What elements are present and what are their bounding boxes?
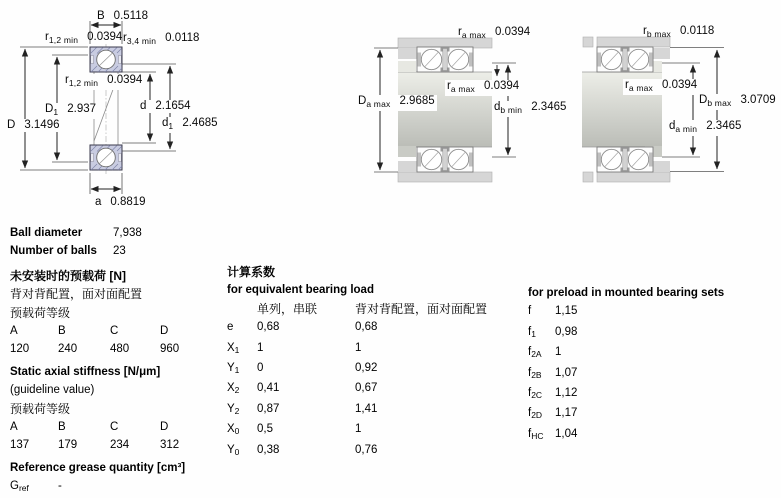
factor-row-f2B	[528, 364, 778, 384]
bearing-pair-bottom	[597, 147, 653, 172]
dim-label-Db-max: $D_{b max}$ 3.0709	[699, 94, 776, 108]
factor-row-f2D	[528, 404, 778, 424]
grade-value: 137	[10, 439, 30, 452]
grade-header: C	[110, 421, 119, 434]
factor-value: 0,68	[257, 321, 280, 334]
spec-label: Ball diameter	[10, 227, 83, 239]
dim-label-rb-max: $r_{b max}$ 0.0118	[643, 25, 715, 39]
dim-label-r12-min-top: $r_{1,2 min}$ 0.0394	[45, 31, 123, 45]
dim-label-da-min: $d_{a min}$ 2.3465	[669, 120, 742, 134]
factor-row-X2	[227, 379, 523, 399]
left-spec-column	[10, 224, 226, 498]
section-title-stiffness: Static axial stiffness [N/μm]	[10, 365, 161, 378]
factors-title: 计算系数	[227, 265, 276, 279]
factor-value: 1,12	[555, 387, 578, 400]
factor-value: 1,15	[555, 305, 578, 318]
dim-label-db-min: $d_{b min}$ 2.3465	[494, 101, 567, 115]
factor-symbol: $f_{2C}$	[528, 387, 543, 401]
grease-value: -	[58, 480, 62, 493]
factor-symbol: e	[227, 321, 234, 334]
stiffness-values	[10, 436, 226, 454]
factor-symbol: $f_1$	[528, 325, 536, 339]
grade-value: 312	[160, 439, 180, 452]
dim-label-B	[97, 10, 148, 23]
bearing-section-bottom	[90, 145, 122, 170]
dim-value: 0.5118	[113, 10, 148, 22]
spec-label: Number of balls	[10, 245, 97, 258]
grade-value: 234	[110, 439, 130, 452]
housing-bar-bottom	[398, 172, 492, 182]
preload-factors-heading: for preload in mounted bearing sets	[528, 287, 725, 299]
grade-value: 179	[58, 439, 78, 452]
dim-label-D1: $D_1$ 2.937	[45, 103, 97, 117]
factor-row-f	[528, 302, 778, 322]
grade-header: D	[160, 421, 169, 434]
factor-value: 0,5	[257, 423, 273, 436]
factor-row-Y1	[227, 359, 523, 379]
dim-label-Da-max: $D_{a max}$ 2.9685	[358, 95, 435, 109]
grade-header: A	[10, 421, 18, 434]
factor-row-X1	[227, 339, 523, 359]
factor-symbol: $Y_0$	[227, 443, 240, 457]
factor-value: 1,41	[355, 402, 378, 415]
stiffness-grade-headers	[10, 418, 226, 436]
factor-value: 1,07	[555, 366, 578, 379]
factor-value: 1	[555, 346, 562, 359]
section-title-grease: Reference grease quantity [cm³]	[10, 461, 186, 474]
duplex-bearing-mounting-diagram-right	[582, 25, 781, 197]
factor-value: 1	[257, 341, 264, 354]
preload-grade-headers	[10, 322, 226, 340]
factor-column-headers	[227, 300, 523, 318]
factor-symbol: $Y_2$	[227, 402, 240, 416]
spec-value: 23	[113, 245, 126, 258]
grade-header: B	[58, 421, 66, 434]
factor-symbol: $X_0$	[227, 423, 240, 437]
factor-row-Y0	[227, 441, 523, 461]
stiffness-note: (guideline value)	[10, 384, 95, 397]
dim-label-D: D 3.1496	[7, 119, 60, 131]
equivalent-load-heading: for equivalent bearing load	[227, 284, 374, 297]
housing-bar-bottom	[597, 172, 670, 182]
grease-row	[10, 477, 226, 497]
bearing-pair-top	[597, 47, 653, 72]
section-title-preload-unmounted: 未安装时的预载荷 [N]	[10, 268, 126, 283]
factor-value: 0,76	[355, 443, 378, 456]
preload-values	[10, 340, 226, 358]
dim-label-a: a 0.8819	[95, 196, 146, 208]
grade-header: D	[160, 325, 169, 338]
bearing-pair-bottom	[417, 147, 473, 172]
spec-row-ball-diameter	[10, 224, 226, 242]
grade-value: 480	[110, 343, 130, 356]
factor-row-X0	[227, 420, 523, 440]
factor-symbol: $Y_1$	[227, 362, 240, 376]
factor-row-f2C	[528, 384, 778, 404]
dim-symbol: B	[97, 10, 105, 22]
factor-value: 0,87	[257, 402, 280, 415]
factor-value: 0,68	[355, 321, 378, 334]
equivalent-load-factors-column	[227, 263, 523, 461]
factor-row-fHC	[528, 425, 778, 445]
grade-header: B	[58, 325, 66, 338]
factor-value: 0	[257, 362, 264, 375]
col-header-single-tandem: 单列，串联	[257, 301, 318, 316]
factor-row-f1	[528, 323, 778, 343]
dim-label-ra-max-mid-left: $r_{a max}$ 0.0394	[447, 80, 520, 94]
grade-value: 960	[160, 343, 180, 356]
factor-row-e	[227, 318, 523, 338]
grade-header: A	[10, 325, 18, 338]
factor-row-Y2	[227, 400, 523, 420]
spacer	[227, 300, 257, 318]
preload-arrangement-note: 背对背配置，面对面配置	[10, 287, 143, 302]
factor-value: 0,98	[555, 325, 578, 338]
spec-value: 7,938	[113, 227, 142, 239]
factor-symbol: $f_{2B}$	[528, 366, 542, 380]
bearing-section-top	[90, 47, 122, 72]
factor-symbol: $X_1$	[227, 341, 240, 355]
factor-symbol: $f_{HC}$	[528, 427, 544, 441]
grease-symbol: $G_{ref}$	[10, 480, 29, 494]
dim-label-ra-max-mid-right: $r_{a max}$ 0.0394	[625, 79, 698, 93]
stiffness-grade-label: 预载荷等级	[10, 401, 71, 416]
factor-symbol: f	[528, 305, 532, 318]
factor-symbol: $X_2$	[227, 382, 240, 396]
dim-label-ra-max-top-left: $r_{a max}$ 0.0394	[458, 26, 531, 40]
factor-value: 1	[355, 341, 362, 354]
factor-value: 0,38	[257, 443, 280, 456]
preload-grade-label: 预载荷等级	[10, 305, 71, 320]
factor-value: 1	[355, 423, 362, 436]
col-header-back-to-back: 背对背配置，面对面配置	[355, 301, 488, 316]
factor-row-f2A	[528, 343, 778, 363]
dim-label-r34-min: $r_{3,4 min}$ 0.0118	[123, 32, 200, 46]
dim-label-d1: $d_1$ 2.4685	[162, 117, 218, 131]
bearing-pair-top	[417, 47, 473, 72]
factor-value: 0,92	[355, 362, 378, 375]
dim-label-d: d 2.1654	[140, 100, 191, 112]
factor-value: 0,41	[257, 382, 280, 395]
factor-symbol: $f_{2A}$	[528, 346, 542, 360]
spec-row-number-of-balls	[10, 242, 226, 260]
factor-value: 1,04	[555, 427, 578, 440]
factor-symbol: $f_{2D}$	[528, 407, 543, 421]
factor-value: 0,67	[355, 382, 378, 395]
dim-label-r12-min-inner: $r_{1,2 min}$ 0.0394	[65, 74, 143, 88]
factor-value: 1,17	[555, 407, 578, 420]
grade-value: 120	[10, 343, 30, 356]
grade-header: C	[110, 325, 119, 338]
preload-factors-column	[528, 284, 778, 445]
grade-value: 240	[58, 343, 78, 356]
